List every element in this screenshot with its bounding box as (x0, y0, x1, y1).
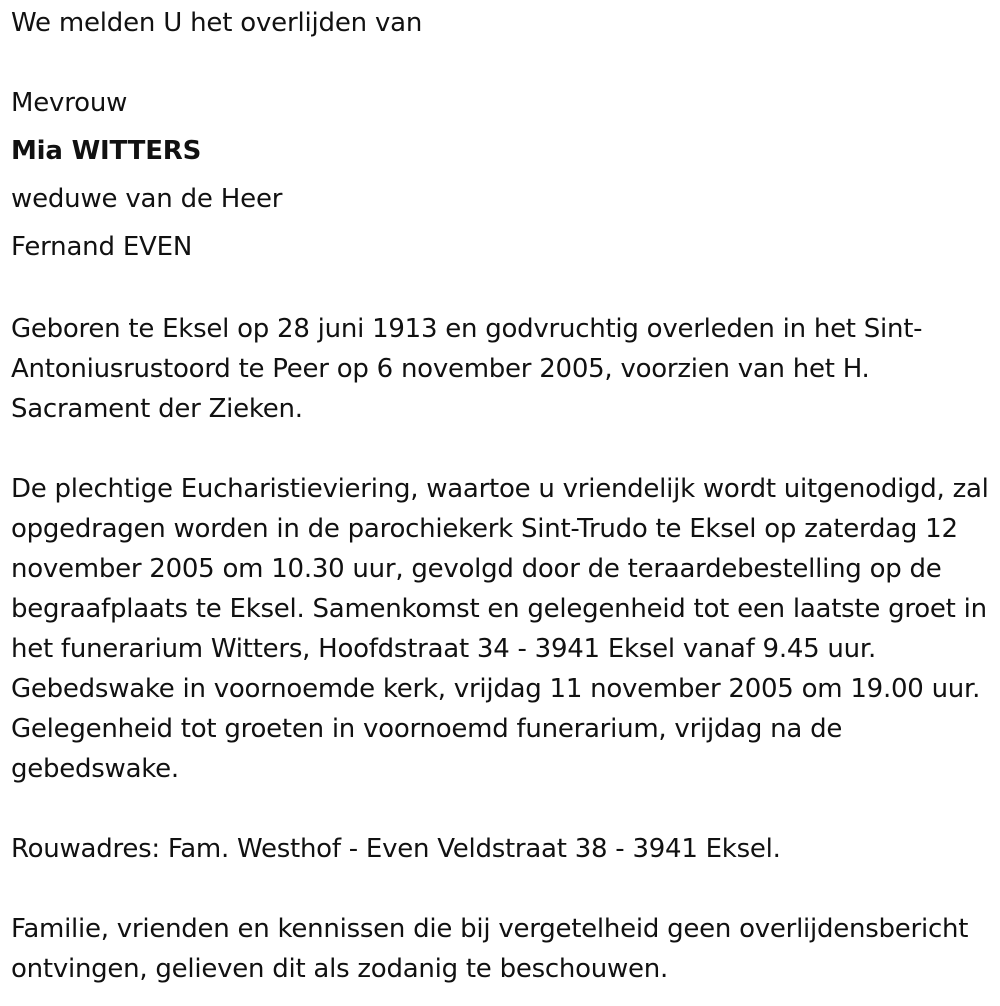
intro-text: We melden U het overlijden van (11, 8, 423, 38)
closing-paragraph: Familie, vrienden en kennissen die bij vergetelheid geen overlijdensbericht ontvingen, gelieven dit als zodanig te beschouwen. (11, 914, 969, 984)
mourning-address: Rouwadres: Fam. Westhof - Even Veldstraat 38 - 3941 Eksel. (11, 834, 781, 864)
spouse-name: Fernand EVEN (11, 232, 193, 262)
honorific: Mevrouw (11, 88, 128, 118)
deceased-name: Mia WITTERS (11, 136, 202, 166)
widow-of-text: weduwe van de Heer (11, 184, 283, 214)
birth-death-paragraph: Geboren te Eksel op 28 juni 1913 en godvruchtig overleden in het Sint-Antoniusrustoord te Peer op 6 november 2005, voorzien van het H. Sacrament der Zieken. (11, 314, 923, 424)
ceremony-paragraph: De plechtige Eucharistieviering, waartoe u vriendelijk wordt uitgenodigd, zal opgedragen worden in de parochiekerk Sint-Trudo te Eksel op zaterdag 12 november 2005 om 10.30 uur, gevolgd door de teraardebestelling op de begraafplaats te Eksel. Samenkomst en gelegenheid tot een laatste groet in het funerarium Witters, Hoofdstraat 34 - 3941 Eksel vanaf 9.45 uur. Gebedswake in voornoemde kerk, vrijdag 11 november 2005 om 19.00 uur. Gelegenheid tot groeten in voornoemd funerarium, vrijdag na de gebedswake. (11, 474, 989, 784)
